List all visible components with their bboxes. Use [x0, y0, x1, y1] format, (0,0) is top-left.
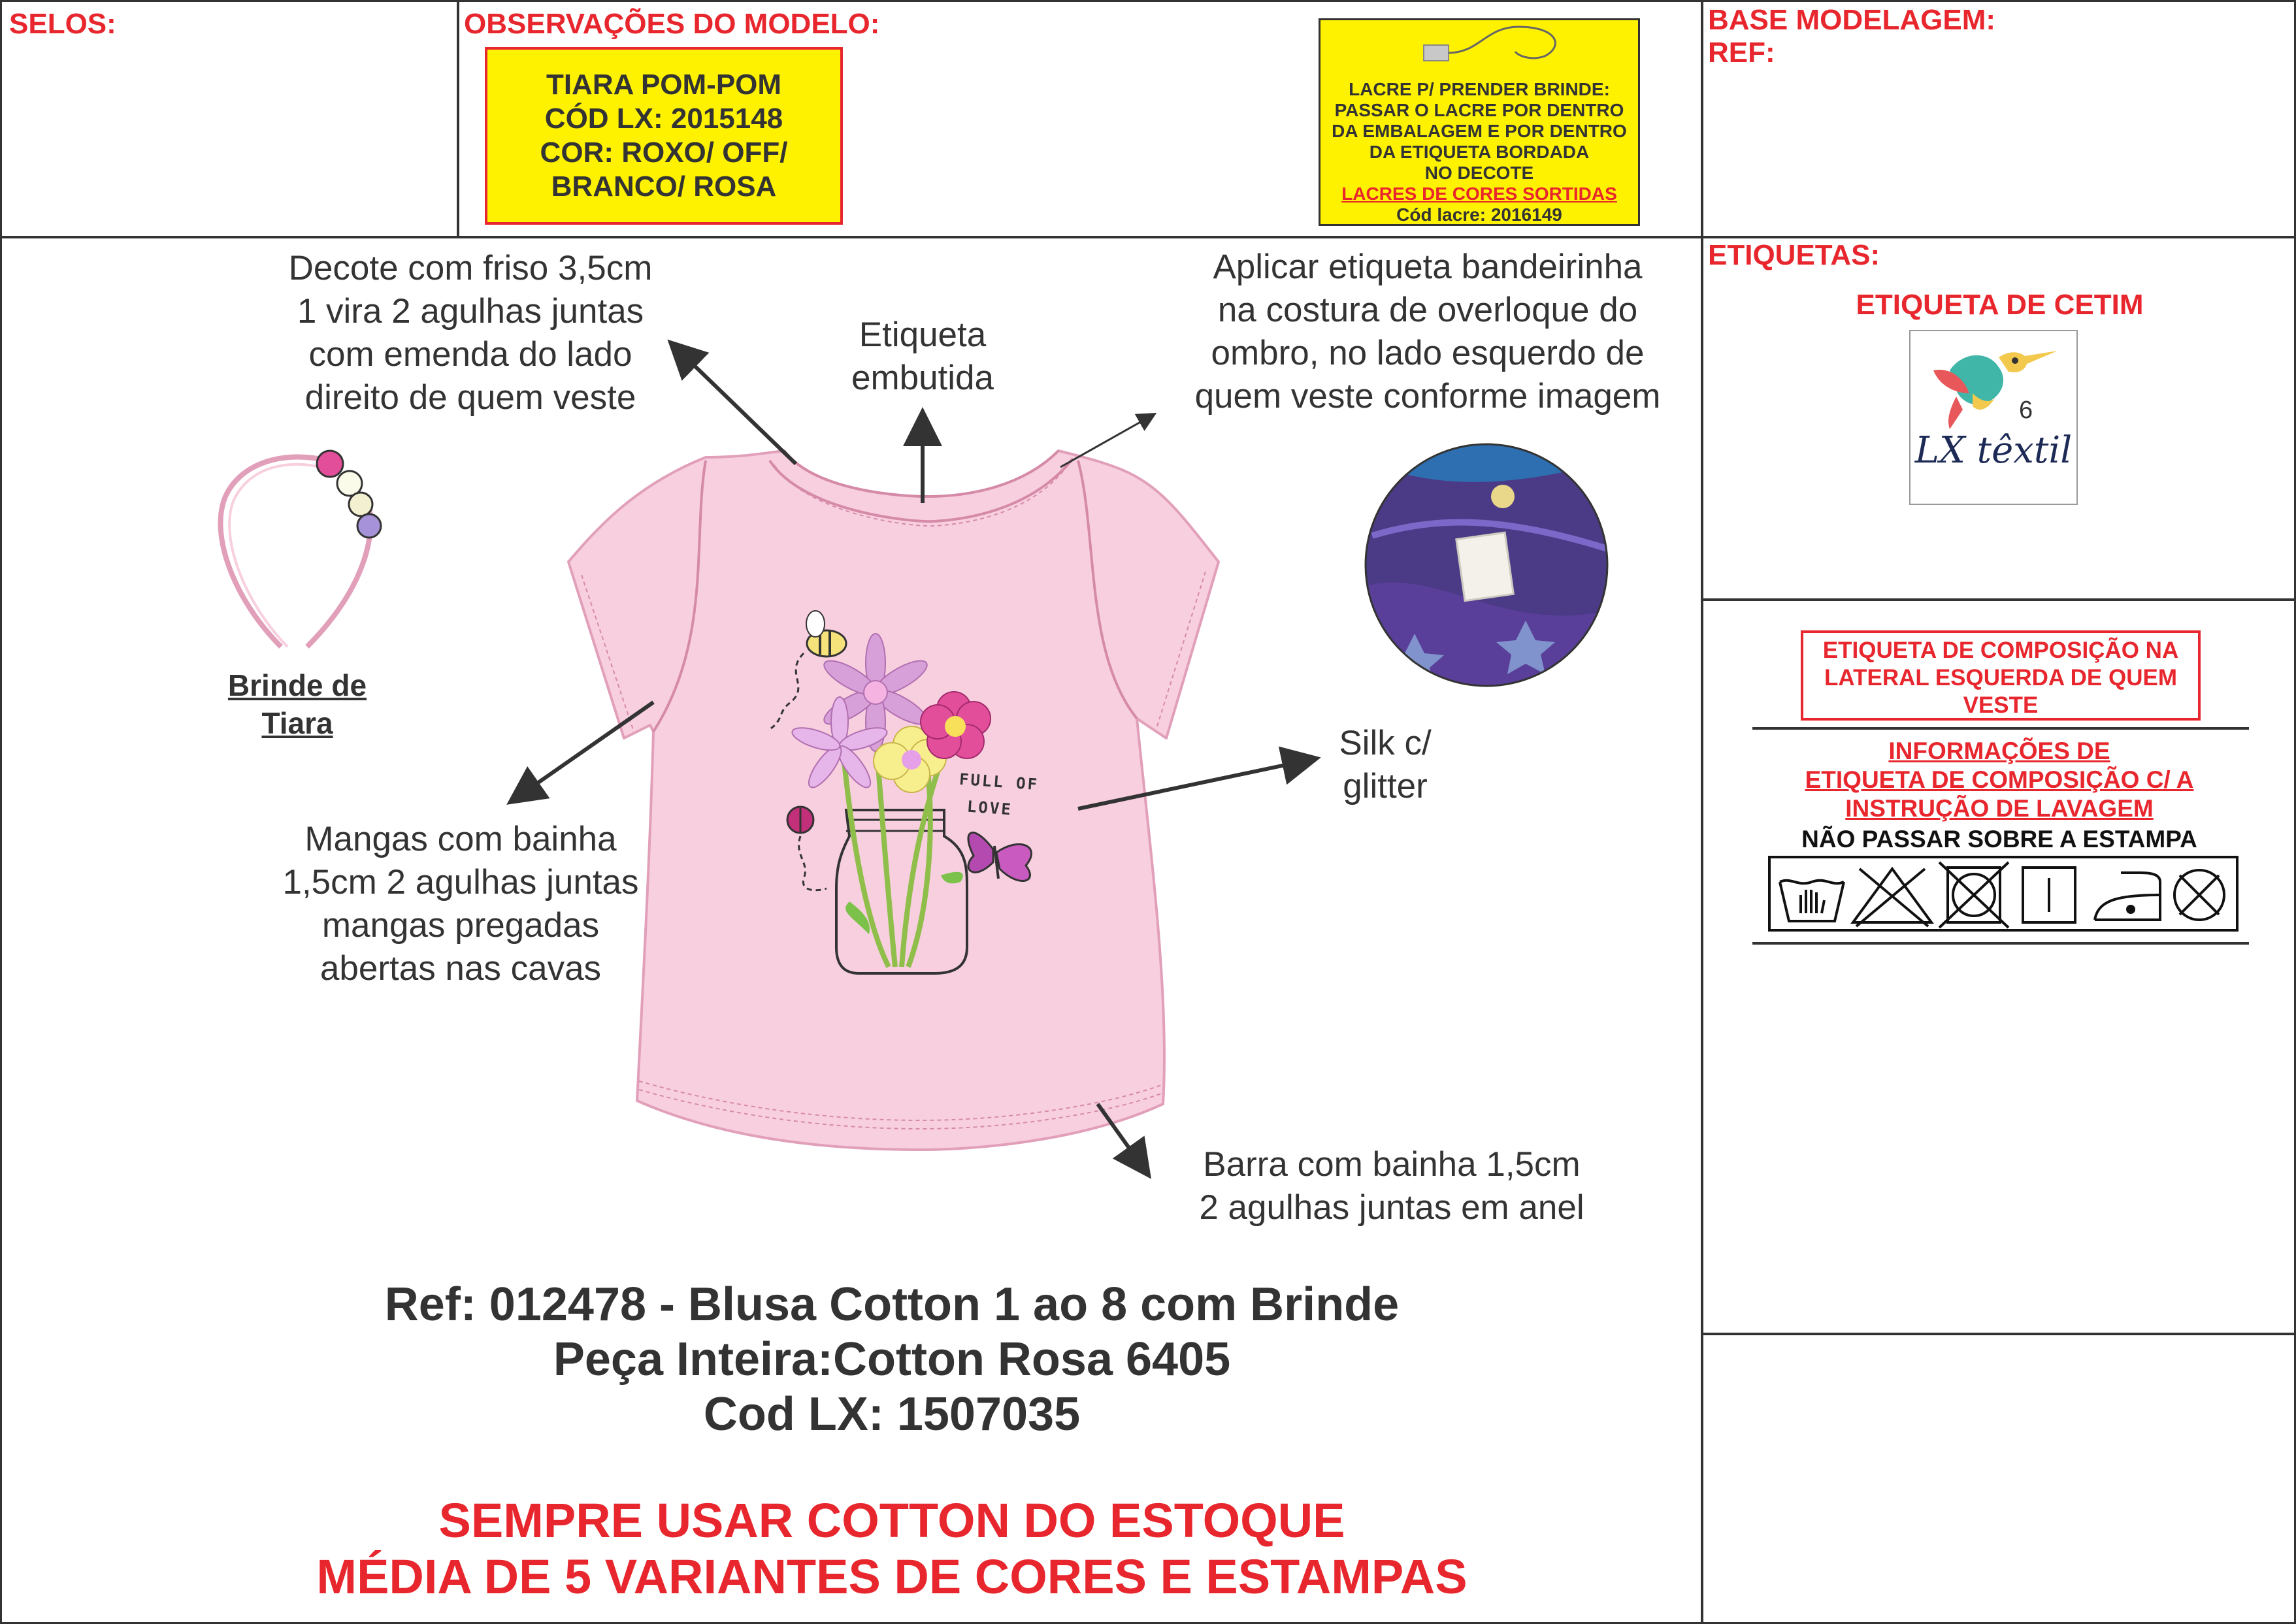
etiquetas-label: ETIQUETAS: [1708, 239, 1880, 271]
care-symbols-strip [1768, 856, 2239, 941]
lacre-highlight: LACRES DE CORES SORTIDAS [1341, 184, 1617, 204]
silk-annotation [1300, 722, 1470, 808]
print-text-line2: LOVE [966, 797, 1013, 819]
reference-block [196, 1277, 1588, 1442]
label-size-number: 6 [2019, 397, 2033, 424]
bandeirinha-annotation [1156, 246, 1699, 418]
lacre-line: PASSAR O LACRE POR DENTRO [1334, 100, 1624, 120]
sidebar-hline-2 [1701, 1333, 2296, 1335]
lacre-line: LACRE P/ PRENDER BRINDE: [1349, 79, 1610, 99]
etiqueta-embutida-line: Etiqueta [859, 316, 987, 354]
info-bottom-rule [1752, 942, 2249, 945]
warning-line: SEMPRE USAR COTTON DO ESTOQUE [438, 1493, 1345, 1548]
info-line: INSTRUÇÃO DE LAVAGEM [1845, 795, 2154, 822]
reference-title: Ref: 012478 - Blusa Cotton 1 ao 8 com Brinde [384, 1278, 1400, 1331]
mangas-annotation [248, 818, 673, 990]
info-line: INFORMAÇÕES DE [1888, 738, 2110, 764]
decote-line: 1 vira 2 agulhas juntas [297, 292, 644, 331]
satin-label-card [1909, 330, 2078, 505]
bandeirinha-line: Aplicar etiqueta bandeirinha [1213, 248, 1643, 286]
nao-passar-text: NÃO PASSAR SOBRE A ESTAMPA [1801, 826, 2197, 853]
hummingbird-logo-icon [1911, 331, 2076, 436]
bandeirinha-line: na costura de overloque do [1217, 291, 1638, 329]
mangas-line: Mangas com bainha [304, 820, 617, 858]
warning-block [163, 1493, 1620, 1605]
sidebar-divider [1701, 0, 1703, 1624]
composicao-line: LATERAL ESQUERDA DE QUEM [1824, 665, 2177, 690]
info-line: ETIQUETA DE COMPOSIÇÃO C/ A [1805, 766, 2194, 793]
brand-name: LX têxtil [1914, 429, 2073, 472]
tiara-headband [221, 451, 381, 647]
sidebar-hline-1 [1701, 598, 2296, 601]
lacre-code: Cód lacre: 2016149 [1396, 204, 1562, 225]
brinde-line: Tiara [261, 706, 333, 740]
tiara-line: BRANCO/ ROSA [551, 171, 777, 203]
bandeirinha-line: ombro, no lado esquerdo de [1211, 334, 1645, 372]
decote-line: direito de quem veste [304, 378, 636, 417]
print-text-line1: FULL OF [959, 770, 1040, 794]
decote-line: Decote com friso 3,5cm [288, 249, 653, 287]
base-modelagem-label: BASE MODELAGEM: [1708, 4, 1995, 36]
info-block [1712, 737, 2287, 823]
decote-annotation [235, 247, 706, 419]
composicao-box [1801, 630, 2201, 721]
mangas-line: abertas nas cavas [320, 949, 602, 988]
composicao-line: ETIQUETA DE COMPOSIÇÃO NA [1822, 638, 2179, 663]
brinde-tiara-label [196, 666, 399, 742]
etiqueta-cetim-label: ETIQUETA DE CETIM [1856, 289, 2144, 321]
bandeirinha-line: quem veste conforme imagem [1194, 377, 1661, 415]
barra-annotation [1156, 1143, 1627, 1229]
ref-label: REF: [1708, 37, 1775, 69]
silk-line: glitter [1343, 767, 1428, 805]
lacre-line: NO DECOTE [1424, 163, 1534, 183]
mangas-line: 1,5cm 2 agulhas juntas [282, 863, 639, 901]
mangas-line: mangas pregadas [321, 906, 600, 945]
warning-line: MÉDIA DE 5 VARIANTES DE CORES E ESTAMPAS [316, 1550, 1468, 1604]
reference-code: Cod LX: 1507035 [703, 1388, 1081, 1440]
tiara-line: TIARA POM-POM [546, 69, 782, 101]
lacre-line: DA ETIQUETA BORDADA [1369, 142, 1590, 162]
silk-line: Silk c/ [1339, 724, 1432, 762]
reference-fabric: Peça Inteira:Cotton Rosa 6405 [553, 1333, 1231, 1386]
barra-line: Barra com bainha 1,5cm [1203, 1145, 1581, 1184]
label-detail-photo [1359, 438, 1620, 699]
info-top-rule [1752, 727, 2249, 730]
etiqueta-embutida-annotation [805, 314, 1040, 400]
composicao-line: VESTE [1963, 692, 2039, 718]
tiara-line: COR: ROXO/ OFF/ [540, 137, 788, 169]
brinde-line: Brinde de [227, 668, 367, 702]
barra-line: 2 agulhas juntas em anel [1199, 1188, 1584, 1227]
observacoes-label: OBSERVAÇÕES DO MODELO: [464, 8, 880, 40]
tiara-line: CÓD LX: 2015148 [544, 103, 783, 135]
selos-label: SELOS: [9, 8, 116, 40]
decote-line: com emenda do lado [308, 335, 632, 374]
etiqueta-embutida-line: embutida [851, 359, 994, 397]
lacre-line: DA EMBALAGEM E POR DENTRO [1332, 121, 1627, 141]
